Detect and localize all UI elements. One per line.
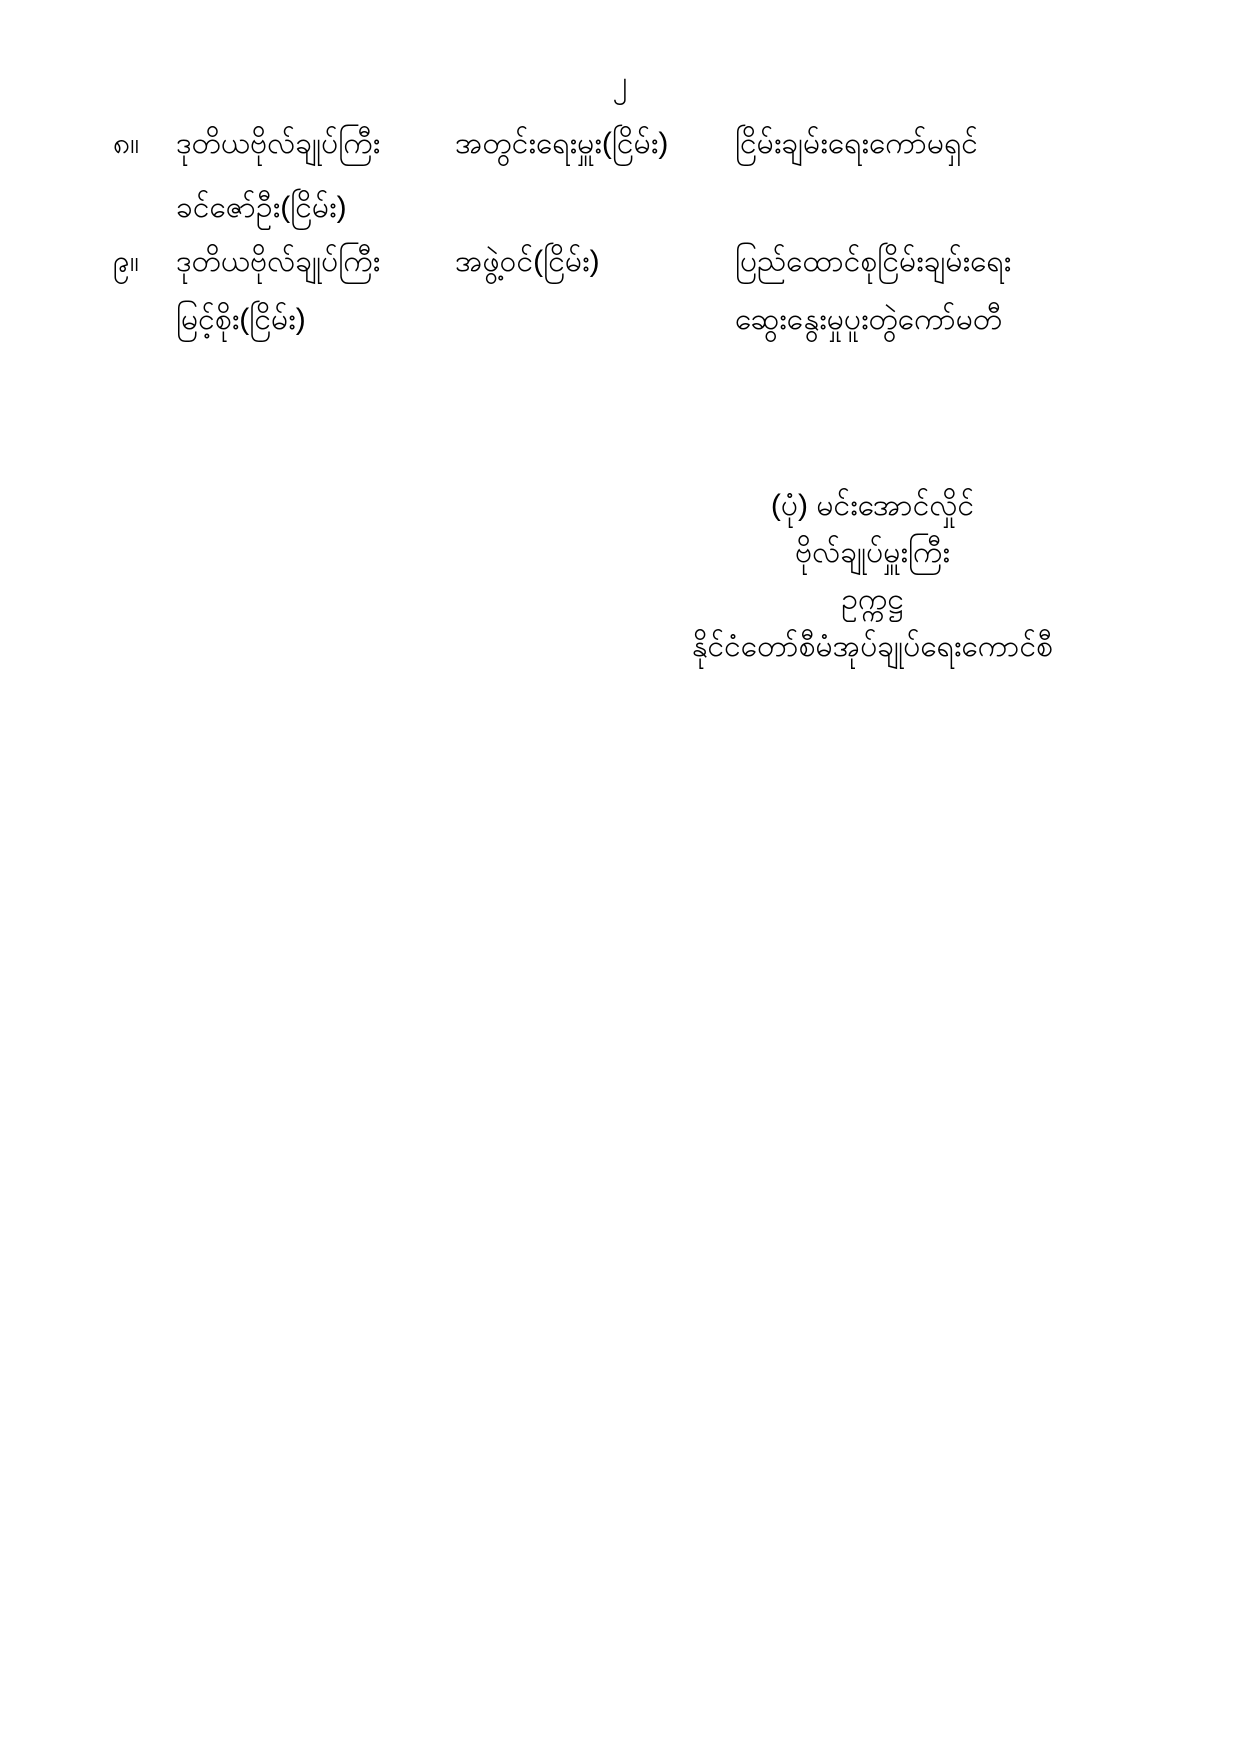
signature-block [620, 482, 1125, 670]
roster-row-position: အဖွဲ့ဝင်(ငြိမ်း) [455, 245, 600, 278]
signature-organization: နိုင်ငံတော်စီမံအုပ်ချုပ်ရေးကောင်စီ [692, 630, 1053, 663]
page-number: ၂ [612, 66, 628, 99]
signature-signed-line: (ပုံ) မင်းအောင်လှိုင် [770, 489, 975, 522]
roster-row-organization-line2: ဆွေးနွေးမှုပူးတွဲကော်မတီ [735, 303, 1003, 336]
signature-rank: ဗိုလ်ချုပ်မှူးကြီး [794, 536, 951, 569]
roster-row-position: အတွင်းရေးမှူး(ငြိမ်း) [455, 127, 669, 160]
roster-row-index: ၈။ [113, 127, 140, 160]
signature-title: ဥက္ကဋ္ဌ [841, 583, 904, 616]
roster-row-organization: ပြည်ထောင်စုငြိမ်းချမ်းရေး [735, 245, 1012, 278]
roster-row-name: ခင်ဇော်ဦး(ငြိမ်း) [176, 191, 347, 224]
roster-row-organization: ငြိမ်းချမ်းရေးကော်မရှင် [735, 127, 978, 160]
roster-row-rank: ဒုတိယဗိုလ်ချုပ်ကြီး [176, 127, 381, 160]
roster-row-name: မြင့်စိုး(ငြိမ်း) [176, 303, 306, 336]
roster-row-rank: ဒုတိယဗိုလ်ချုပ်ကြီး [176, 245, 381, 278]
roster-row-index: ၉။ [113, 245, 139, 278]
